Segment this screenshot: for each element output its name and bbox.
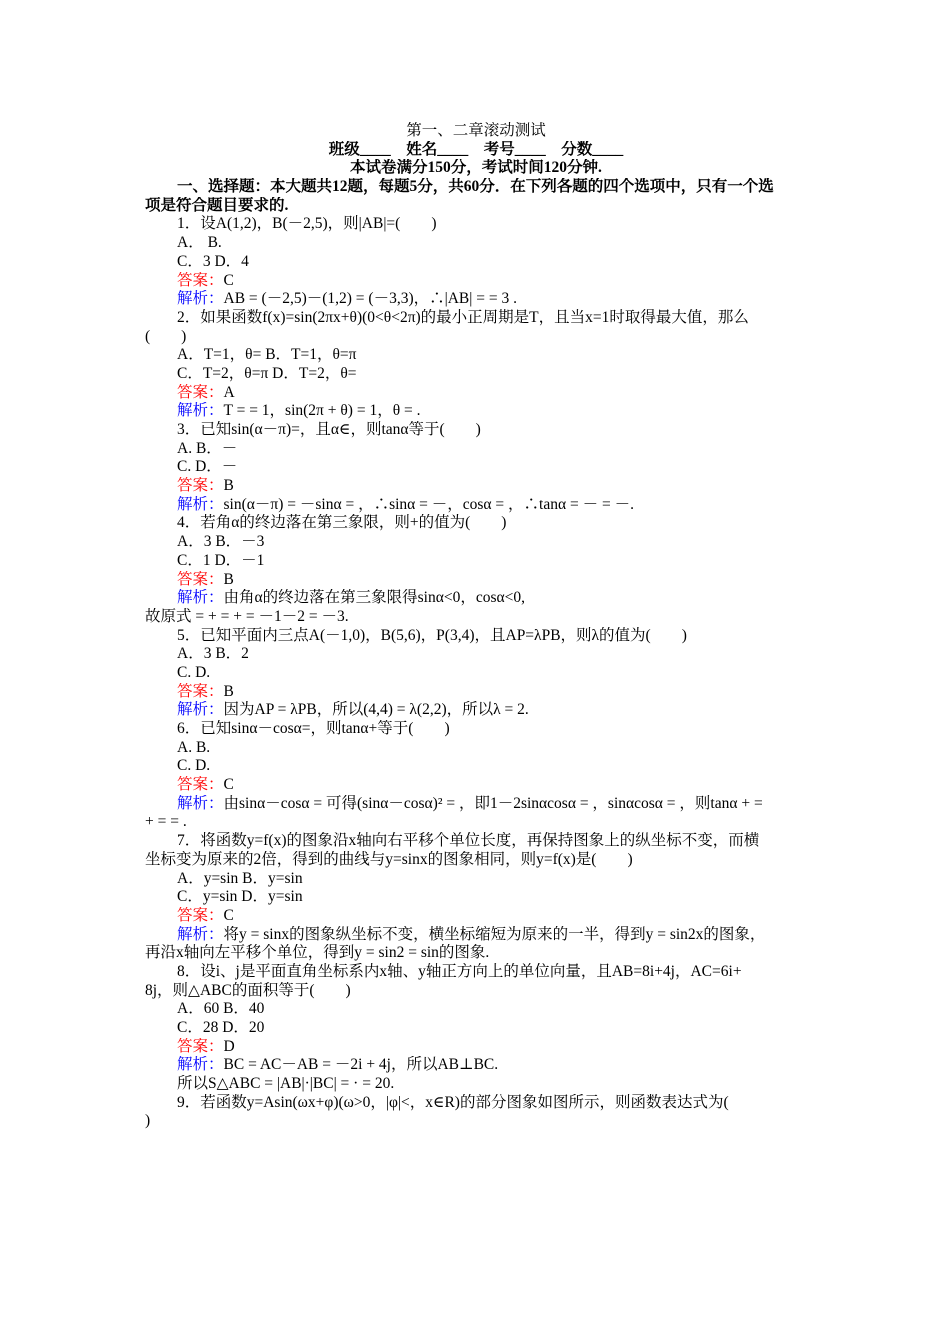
exam-info-line: 本试卷满分150分，考试时间120分钟. xyxy=(350,159,602,177)
question-2-stem: 2．如果函数f(x)=sin(2πx+θ)(0<θ<2π)的最小正周期是T，且当x=1时取得最大值，那么 xyxy=(177,308,749,326)
question-1-stem: 1．设A(1,2)，B(－2,5)，则|AB|=( ) xyxy=(177,215,437,233)
question-3-answer xyxy=(145,477,807,496)
question-4-options-cd: C．1 D．－1 xyxy=(177,551,265,569)
answer-label: 答案： xyxy=(177,682,224,700)
question-6-analysis-cont: + = = . xyxy=(145,813,187,831)
question-1-options-cd: C．3 D．4 xyxy=(177,252,249,270)
question-9-stem: 9．若函数y=Asin(ωx+φ)(ω>0，|φ|<，x∈R)的部分图象如图所示，则函数表达式为( xyxy=(177,1093,729,1111)
question-2-stem-cont: ( ) xyxy=(145,327,187,345)
question-5-analysis xyxy=(145,701,807,720)
question-4-analysis-cont: 故原式 = + = + = －1－2 = －3. xyxy=(145,607,349,625)
answer-label: 答案： xyxy=(177,383,224,401)
question-5-answer xyxy=(145,683,807,702)
question-1-analysis xyxy=(145,290,807,309)
question-8-stem-cont: 8j，则△ABC的面积等于( ) xyxy=(145,981,351,999)
analysis-text: BC = AC－AB = －2i + 4j，所以AB⊥BC. xyxy=(223,1056,499,1074)
analysis-label: 解析： xyxy=(177,1056,224,1074)
answer-value: B xyxy=(223,570,234,588)
answer-value: B xyxy=(223,682,234,700)
question-8-analysis-cont: 所以S△ABC = |AB|·|BC| = · = 20. xyxy=(177,1075,395,1093)
answer-label: 答案： xyxy=(177,776,224,794)
question-2-options-cd: C．T=2，θ=π D．T=2，θ= xyxy=(177,364,357,382)
question-7-options-ab: A．y=sin B．y=sin xyxy=(177,869,303,887)
analysis-text: 将y = sinx的图象纵坐标不变，横坐标缩短为原来的一半，得到y = sin2x的图象， xyxy=(223,925,766,943)
question-9-stem-cont: ) xyxy=(145,1112,151,1130)
question-8-options-cd: C．28 D．20 xyxy=(177,1019,265,1036)
answer-value: C xyxy=(223,776,234,794)
question-3-options-ab: A. B．－ xyxy=(177,439,238,457)
question-3-stem: 3．已知sin(α－π)=，且α∈，则tanα等于( ) xyxy=(177,421,481,438)
question-5-stem: 5．已知平面内三点A(－1,0)，B(5,6)，P(3,4)，且AP=λPB，则λ的值为( ) xyxy=(177,626,687,644)
analysis-label: 解析： xyxy=(177,495,224,513)
answer-value: C xyxy=(223,906,234,924)
section-intro-cont: 项是符合题目要求的. xyxy=(145,196,289,214)
question-2-options-ab: A．T=1，θ= B．T=1，θ=π xyxy=(177,346,357,364)
question-8-options-ab: A．60 B．40 xyxy=(177,1000,265,1018)
analysis-label: 解析： xyxy=(177,925,224,943)
student-info-line: 班级____ 姓名____ 考号____ 分数____ xyxy=(328,140,624,158)
answer-label: 答案： xyxy=(177,1037,224,1055)
answer-value: A xyxy=(223,383,235,401)
question-6-answer xyxy=(145,776,807,795)
question-8-answer xyxy=(145,1038,807,1057)
question-4-options-ab: A．3 B．－3 xyxy=(177,533,265,551)
analysis-text: AB = (－2,5)－(1,2) = (－3,3)，∴|AB| = = 3 . xyxy=(223,290,517,308)
analysis-label: 解析： xyxy=(177,794,224,812)
question-6-options-cd: C. D. xyxy=(177,757,211,775)
question-5-options-cd: C. D. xyxy=(177,663,211,681)
question-8-stem: 8．设i、j是平面直角坐标系内x轴、y轴正方向上的单位向量，且AB=8i+4j，AC=6i+ xyxy=(177,962,742,980)
question-6-analysis xyxy=(145,795,807,814)
analysis-label: 解析： xyxy=(177,402,224,420)
question-6-stem: 6．已知sinα－cosα=，则tanα+等于( ) xyxy=(177,720,450,737)
question-7-answer xyxy=(145,907,807,926)
answer-label: 答案： xyxy=(177,271,224,289)
question-4-answer xyxy=(145,571,807,590)
analysis-text: sin(α－π) = －sinα = ，∴sinα = －，cosα = ，∴tanα = － = －. xyxy=(223,495,634,513)
question-2-analysis xyxy=(145,402,807,421)
answer-label: 答案： xyxy=(177,477,224,495)
analysis-text: 因为AP = λPB，所以(4,4) = λ(2,2)，所以λ = 2. xyxy=(223,701,529,719)
analysis-label: 解析： xyxy=(177,589,224,607)
page-title: 第一、二章滚动测试 xyxy=(406,122,546,139)
analysis-text: 由sinα－cosα = 可得(sinα－cosα)² = ，即1－2sinαcosα = ，sinαcosα = ，则tanα + = xyxy=(223,794,763,812)
question-3-options-cd: C. D．－ xyxy=(177,458,238,476)
answer-label: 答案： xyxy=(177,906,224,924)
question-4-stem: 4．若角α的终边落在第三象限，则+的值为( ) xyxy=(177,514,507,532)
question-7-analysis xyxy=(145,926,807,945)
section-intro: 一、选择题：本大题共12题，每题5分，共60分．在下列各题的四个选项中，只有一个选 xyxy=(177,178,774,196)
question-3-analysis xyxy=(145,496,807,515)
answer-label: 答案： xyxy=(177,570,224,588)
question-5-options-ab: A．3 B．2 xyxy=(177,645,249,663)
question-2-answer xyxy=(145,384,807,403)
question-8-analysis xyxy=(145,1056,807,1075)
question-7-stem-cont: 坐标变为原来的2倍，得到的曲线与y=sinx的图象相同，则y=f(x)是( ) xyxy=(145,850,633,868)
document-content xyxy=(145,122,807,1131)
analysis-label: 解析： xyxy=(177,290,224,308)
question-7-analysis-cont: 再沿x轴向左平移个单位，得到y = sin2 = sin的图象. xyxy=(145,944,490,962)
question-7-stem: 7．将函数y=f(x)的图象沿x轴向右平移个单位长度，再保持图象上的纵坐标不变，而横 xyxy=(177,832,760,850)
analysis-text: T = = 1，sin(2π + θ) = 1，θ = . xyxy=(223,402,421,420)
question-4-analysis xyxy=(145,589,807,608)
answer-value: C xyxy=(223,271,234,289)
answer-value: B xyxy=(223,477,234,495)
question-6-options-ab: A. B. xyxy=(177,738,211,756)
question-7-options-cd: C．y=sin D．y=sin xyxy=(177,888,303,906)
question-1-options-ab: A． B. xyxy=(177,234,222,252)
answer-value: D xyxy=(223,1037,235,1055)
question-1-answer xyxy=(145,272,807,291)
analysis-text: 由角α的终边落在第三象限得sinα<0，cosα<0, xyxy=(223,589,525,607)
analysis-label: 解析： xyxy=(177,701,224,719)
